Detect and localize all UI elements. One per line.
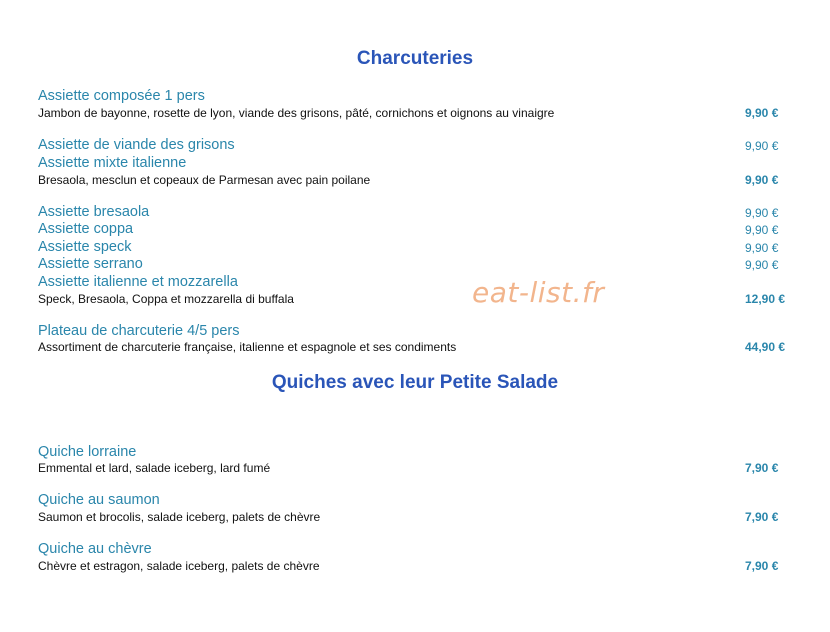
item-name: Assiette coppa <box>38 221 134 237</box>
item-price: 9,90 € <box>745 206 779 220</box>
item-name: Quiche au chèvre <box>38 541 152 557</box>
item-name: Plateau de charcuterie 4/5 pers <box>38 323 240 339</box>
item-name: Assiette serrano <box>38 256 143 272</box>
item-price: 7,90 € <box>745 510 779 524</box>
item-name: Assiette speck <box>38 239 132 255</box>
item-description: Speck, Bresaola, Coppa et mozzarella di buffala <box>38 292 294 306</box>
item-description: Chèvre et estragon, salade iceberg, palets de chèvre <box>38 559 320 573</box>
item-price: 7,90 € <box>745 461 779 475</box>
item-price: 9,90 € <box>745 173 779 187</box>
item-name: Assiette de viande des grisons <box>38 137 235 153</box>
item-description: Assortiment de charcuterie française, italienne et espagnole et ses condiments <box>38 340 457 354</box>
item-description: Saumon et brocolis, salade iceberg, palets de chèvre <box>38 510 321 524</box>
item-name: Assiette mixte italienne <box>38 155 187 171</box>
item-description: Bresaola, mesclun et copeaux de Parmesan avec pain poilane <box>38 173 371 187</box>
item-description: Emmental et lard, salade iceberg, lard fumé <box>38 461 271 475</box>
item-price: 9,90 € <box>745 106 779 120</box>
watermark-logo: eat-list.fr <box>472 276 605 309</box>
item-name: Assiette italienne et mozzarella <box>38 274 238 290</box>
item-name: Assiette bresaola <box>38 204 150 220</box>
item-price: 12,90 € <box>745 292 786 306</box>
section-title-quiches: Quiches avec leur Petite Salade <box>271 372 559 393</box>
item-name: Quiche lorraine <box>38 444 137 460</box>
item-price: 9,90 € <box>745 223 779 237</box>
item-price: 9,90 € <box>745 241 779 255</box>
item-price: 44,90 € <box>745 340 786 354</box>
item-price: 7,90 € <box>745 559 779 573</box>
item-name: Quiche au saumon <box>38 492 160 508</box>
item-name: Assiette composée 1 pers <box>38 88 205 104</box>
section-title-charcuteries: Charcuteries <box>356 48 474 69</box>
item-price: 9,90 € <box>745 258 779 272</box>
item-price: 9,90 € <box>745 139 779 153</box>
item-description: Jambon de bayonne, rosette de lyon, viande des grisons, pâté, cornichons et oignons au vinaigre <box>38 106 555 120</box>
